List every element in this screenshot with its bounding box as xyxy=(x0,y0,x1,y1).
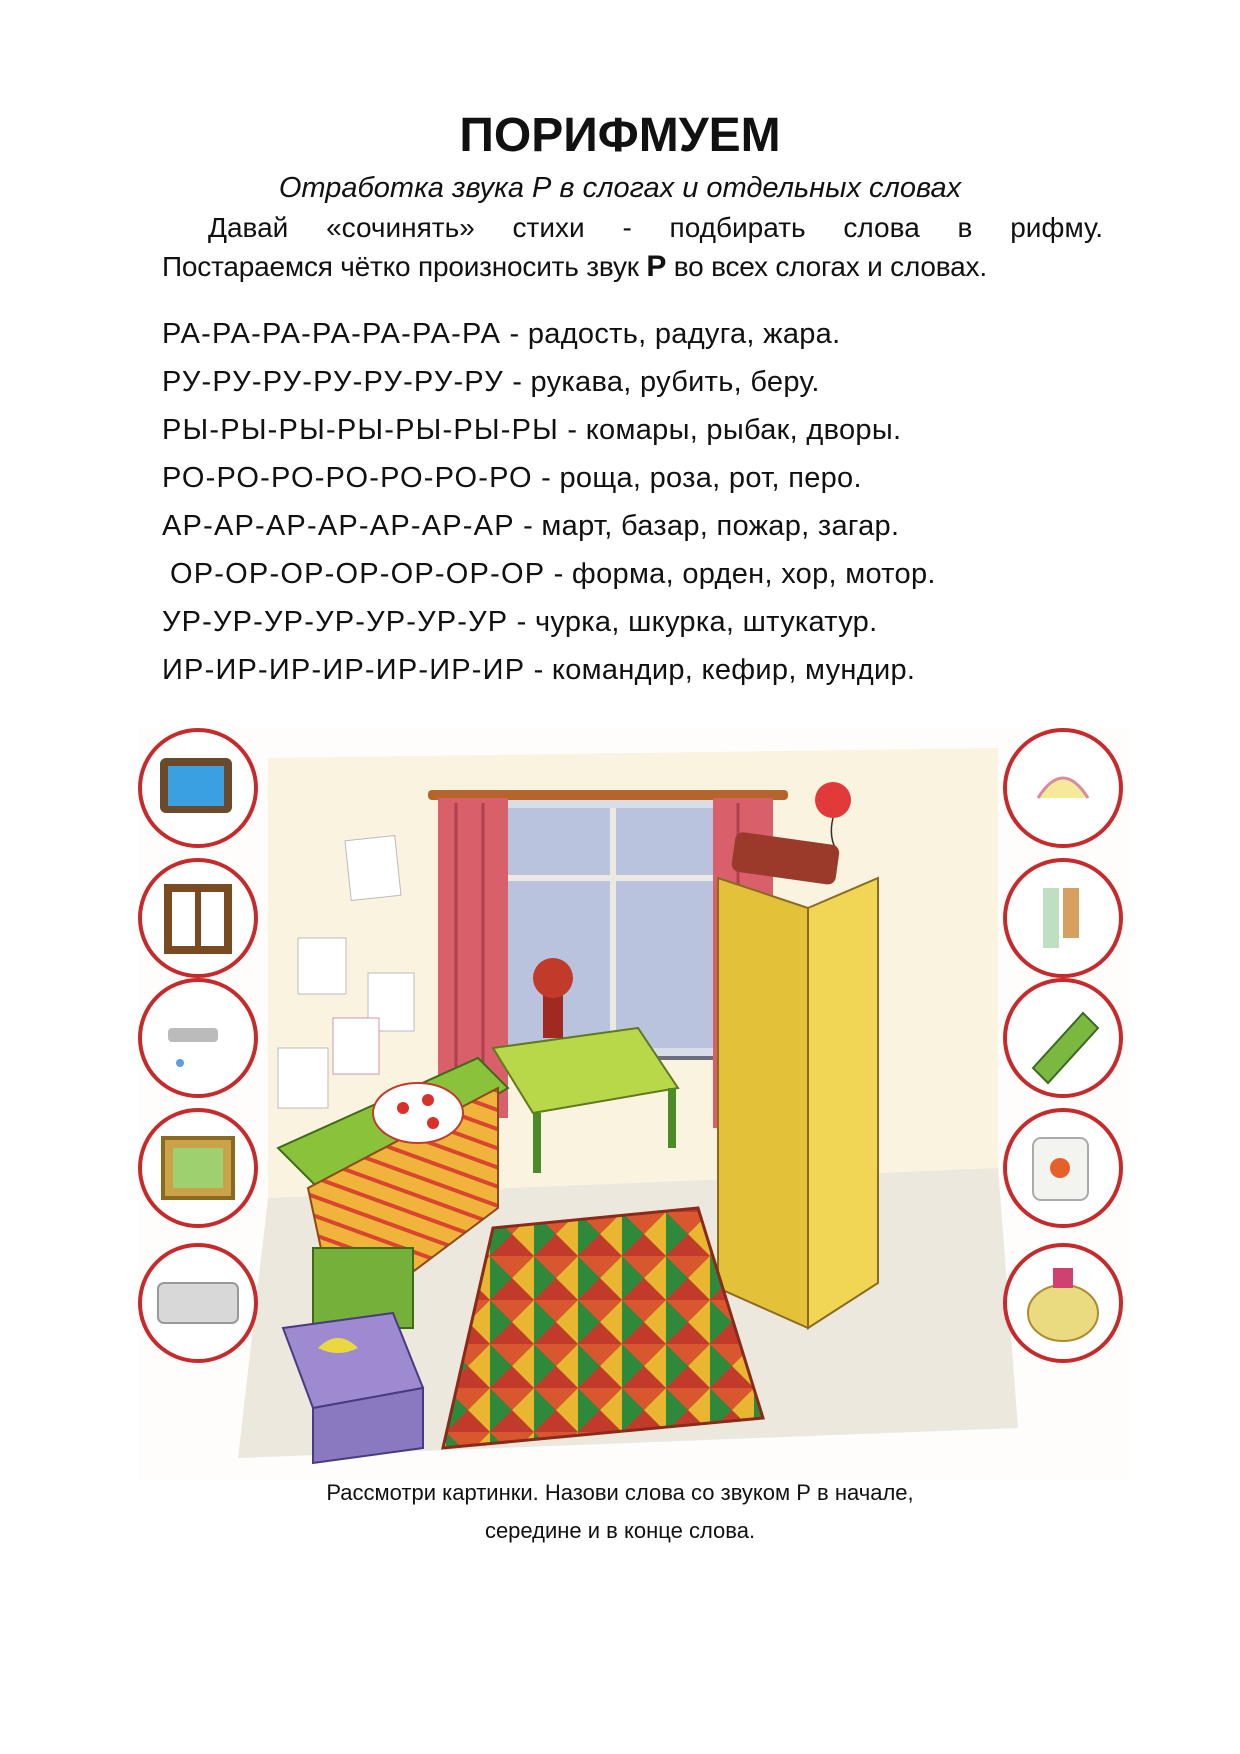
page-subtitle: Отработка звука Р в слогах и отдельных словах xyxy=(278,172,962,204)
drill-syllables: УР-УР-УР-УР-УР-УР-УР xyxy=(162,606,509,638)
intro-line-2 xyxy=(162,250,1103,284)
drill-line-ru xyxy=(162,366,820,399)
drill-words: - комары, рыбак, дворы. xyxy=(559,414,902,446)
drill-syllables: РА-РА-РА-РА-РА-РА-РА xyxy=(162,318,502,350)
drill-words: - март, базар, пожар, загар. xyxy=(514,510,900,542)
caption-line-2: середине и в конце слова. xyxy=(484,1518,756,1543)
drill-words: - роща, роза, рот, перо. xyxy=(532,462,862,494)
drill-line-ry xyxy=(162,414,901,447)
caption-line-1: Рассмотри картинки. Назови слова со звуком Р в начале, xyxy=(326,1480,914,1505)
drill-line-or xyxy=(170,558,936,591)
drill-line-ro xyxy=(162,462,862,495)
drill-syllables: РУ-РУ-РУ-РУ-РУ-РУ-РУ xyxy=(162,366,504,398)
drill-syllables: АР-АР-АР-АР-АР-АР-АР xyxy=(162,510,515,542)
drill-line-ur xyxy=(162,606,877,639)
wardrobe xyxy=(718,831,878,1328)
drill-words: - чурка, шкурка, штукатур. xyxy=(508,606,878,638)
right-object-circles xyxy=(1005,730,1121,1361)
drill-words: - радость, радуга, жара. xyxy=(501,318,841,350)
drill-line-ra xyxy=(162,318,840,351)
drill-syllables: РО-РО-РО-РО-РО-РО-РО xyxy=(162,462,533,494)
drill-syllables: ОР-ОР-ОР-ОР-ОР-ОР-ОР xyxy=(170,558,546,590)
drill-words: - рукава, рубить, беру. xyxy=(503,366,820,398)
drill-syllables: ИР-ИР-ИР-ИР-ИР-ИР-ИР xyxy=(162,654,526,686)
balloon xyxy=(815,782,851,818)
drill-words: - форма, орден, хор, мотор. xyxy=(545,558,936,590)
intro-line-2-end: во всех слогах и словах. xyxy=(666,251,987,282)
room-illustration xyxy=(138,728,1130,1480)
page-title: ПОРИФМУЕМ xyxy=(459,109,781,162)
intro-line-1: Давай «сочинять» стихи - подбирать слова в рифму. xyxy=(208,212,1103,243)
intro-line-2-start: Постараемся чётко произносить звук xyxy=(162,251,647,282)
left-object-circles xyxy=(140,730,256,1361)
drill-line-ar xyxy=(162,510,899,543)
drill-syllables: РЫ-РЫ-РЫ-РЫ-РЫ-РЫ-РЫ xyxy=(162,414,560,446)
drill-line-ir xyxy=(162,654,915,687)
drill-words: - командир, кефир, мундир. xyxy=(525,654,916,686)
intro-sound-letter: Р xyxy=(646,250,667,283)
